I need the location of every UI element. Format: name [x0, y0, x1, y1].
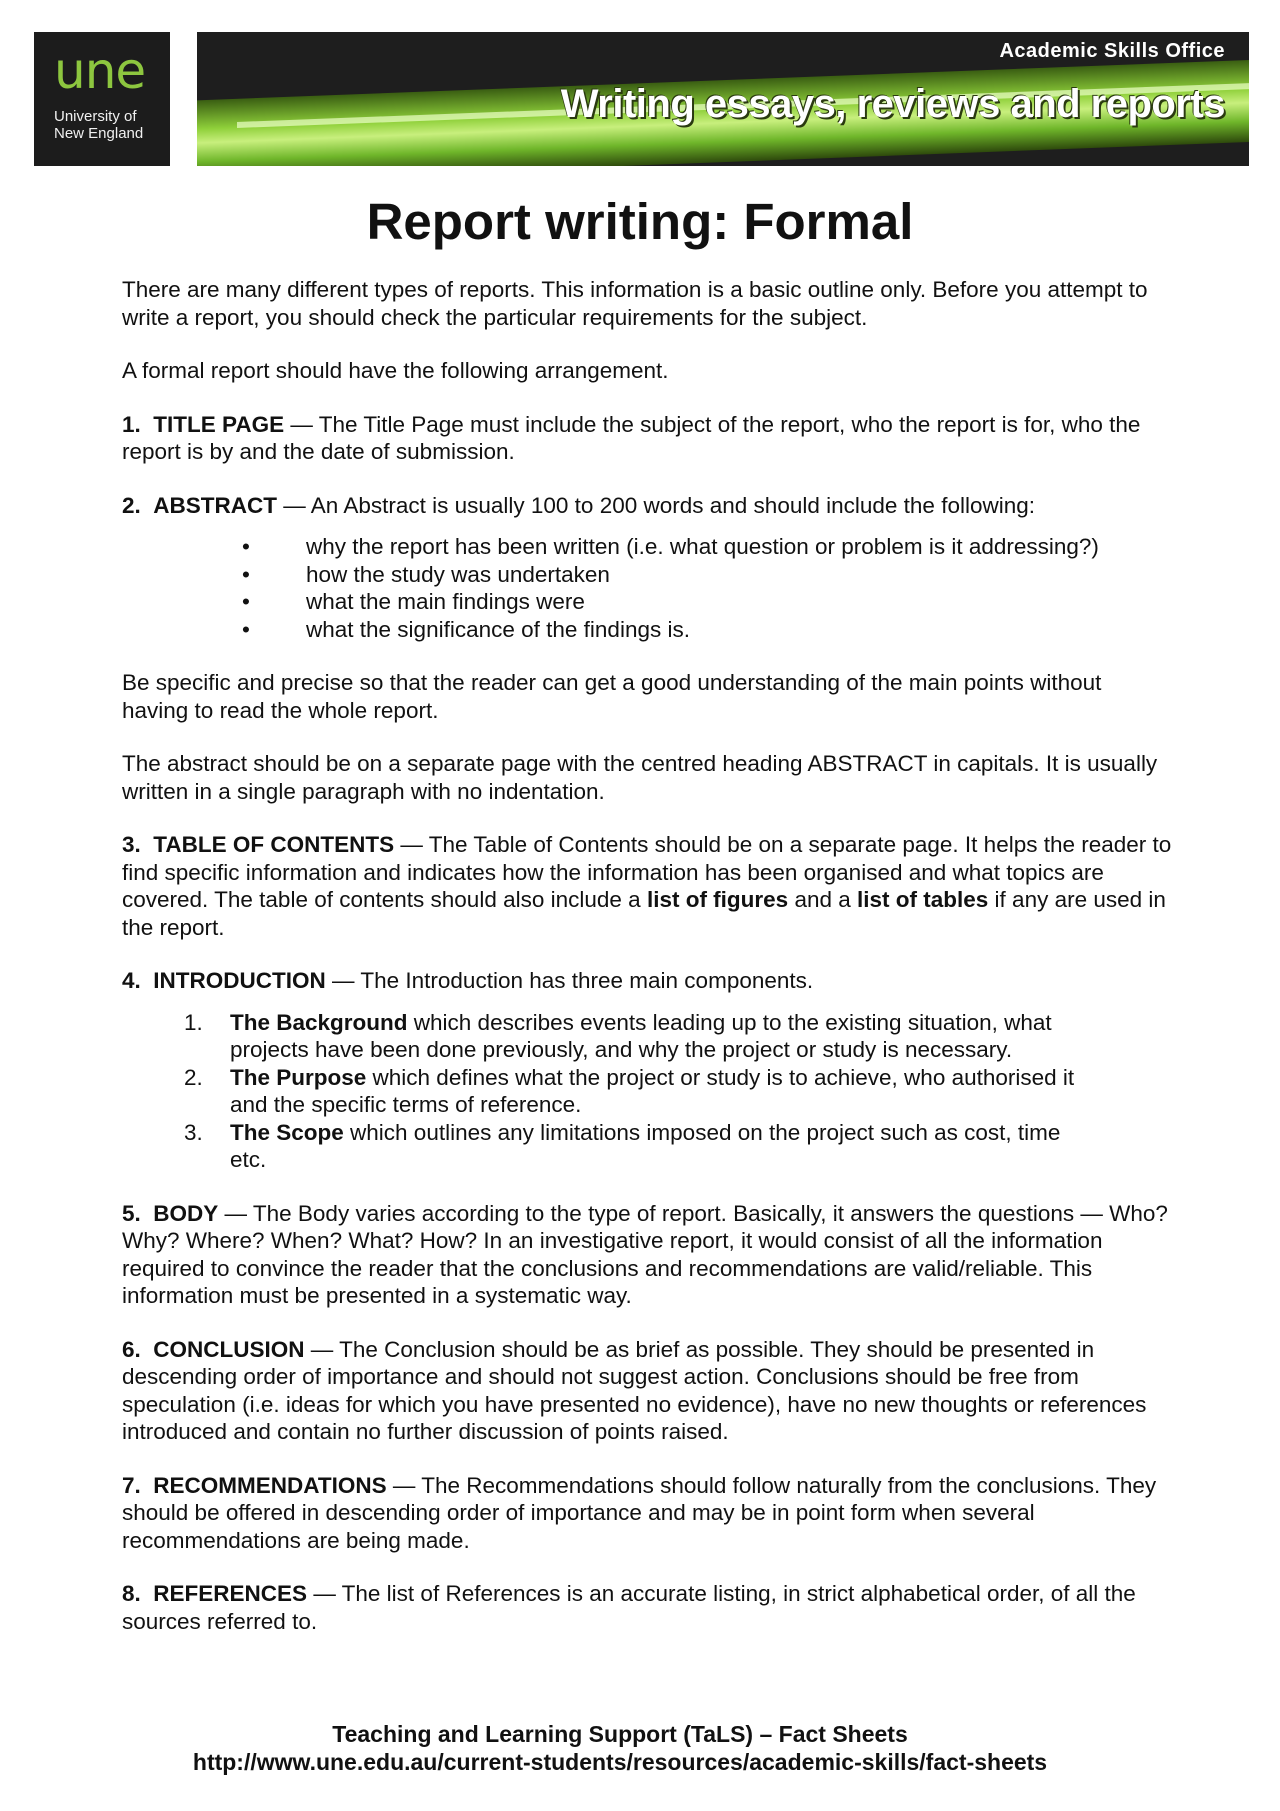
component-term: The Scope	[230, 1119, 344, 1145]
section-number: 3.	[122, 832, 141, 857]
bullet-icon: •	[242, 561, 250, 587]
section-text: and a	[788, 887, 858, 912]
introduction-components-list	[122, 1009, 1172, 1174]
page-footer	[0, 1720, 1240, 1776]
section-introduction	[122, 967, 1172, 995]
list-item-number: 3.	[184, 1119, 203, 1145]
list-item-number: 1.	[184, 1009, 203, 1035]
section-text: — The Introduction has three main components.	[325, 968, 814, 993]
banner-series-title: Writing essays, reviews and reports	[560, 82, 1225, 126]
component-term: The Background	[230, 1009, 408, 1035]
section-number: 8.	[122, 1581, 141, 1606]
une-logo	[34, 32, 170, 166]
section-number: 5.	[122, 1200, 141, 1226]
section-text: — The Recommendations should follow naturally from the conclusions. They should be offered in descending order of importance and may be in point form when several recommendations are being made.	[122, 1472, 1157, 1553]
section-references	[122, 1580, 1172, 1635]
abstract-format-paragraph: The abstract should be on a separate page with the centred heading ABSTRACT in capitals. It is usually written in a single paragraph with no indentation.	[122, 751, 1158, 804]
section-text: — The Conclusion should be as brief as possible. They should be presented in descending order of importance and should not suggest action. Conclusions should be free from speculation (i.e. ideas for which you have presented no evidence), have no new thoughts or references introduced and contain no further discussion of points raised.	[122, 1336, 1147, 1444]
section-number: 6.	[122, 1336, 141, 1362]
section-number: 7.	[122, 1472, 141, 1498]
une-logo-mark: une	[54, 42, 146, 100]
list-of-tables-term: list of tables	[857, 887, 989, 912]
list-item	[122, 616, 1172, 644]
list-of-figures-term: list of figures	[646, 887, 789, 912]
section-text: — The Body varies according to the type of report. Basically, it answers the questions — Who? Why? Where? When? What? How? In an investigative report, it would consist of all the information required to convince the reader that the conclusions and recommendations are valid/reliable. This information must be presented in a systematic way.	[122, 1200, 1168, 1308]
page-title: Report writing: Formal	[366, 193, 914, 250]
list-item	[122, 561, 1172, 589]
list-item	[122, 1064, 1090, 1119]
section-heading: TABLE OF CONTENTS	[153, 832, 395, 857]
section-text: — The list of References is an accurate listing, in strict alphabetical order, of all the sources referred to.	[122, 1581, 1136, 1634]
section-heading: CONCLUSION	[153, 1336, 305, 1362]
bullet-icon: •	[242, 534, 250, 559]
abstract-bullet-list	[122, 533, 1172, 643]
section-number: 2.	[122, 492, 141, 518]
logo-university-line: University of	[54, 108, 137, 125]
section-number: 4.	[122, 968, 141, 993]
section-number: 1.	[122, 411, 141, 437]
logo-new-england-line: New England	[54, 125, 144, 142]
list-item-text: why the report has been written (i.e. what question or problem is it addressing?)	[306, 534, 1099, 559]
list-item-text: what the main findings were	[306, 589, 585, 614]
list-item-text: what the significance of the findings is.	[306, 616, 690, 642]
section-heading: BODY	[153, 1200, 219, 1226]
section-text: if any are used in the report.	[122, 887, 1166, 940]
list-item	[122, 1009, 1090, 1064]
component-term: The Purpose	[230, 1064, 367, 1090]
footer-url: http://www.une.edu.au/current-students/resources/academic-skills/fact-sheets	[192, 1749, 1048, 1775]
banner-office-label: Academic Skills Office	[999, 40, 1225, 62]
footer-series-title: Teaching and Learning Support (TaLS) – Fact Sheets	[332, 1721, 908, 1747]
list-item	[122, 588, 1172, 616]
bullet-icon: •	[242, 616, 250, 642]
component-text: which describes events leading up to the existing situation, what projects have been done previously, and why the project or study is necessary.	[230, 1009, 1052, 1062]
section-table-of-contents	[122, 831, 1172, 941]
section-heading: RECOMMENDATIONS	[153, 1472, 387, 1498]
component-text: which outlines any limitations imposed on the project such as cost, time etc.	[230, 1119, 1061, 1172]
abstract-precision-paragraph: Be specific and precise so that the reader can get a good understanding of the main points without having to read the whole report.	[122, 670, 1102, 723]
section-title-page	[122, 411, 1172, 466]
section-heading: ABSTRACT	[153, 492, 278, 518]
section-body	[122, 1200, 1172, 1310]
document-body	[122, 276, 1172, 1661]
section-text: — An Abstract is usually 100 to 200 words and should include the following:	[277, 492, 1035, 518]
section-conclusion	[122, 1336, 1172, 1446]
section-heading: TITLE PAGE	[153, 411, 285, 437]
section-abstract	[122, 492, 1172, 520]
bullet-icon: •	[242, 589, 250, 614]
component-text: which defines what the project or study is to achieve, who authorised it and the specific terms of reference.	[230, 1064, 1075, 1117]
list-item	[122, 533, 1172, 561]
intro-paragraph: There are many different types of reports. This information is a basic outline only. Before you attempt to write a report, you should check the particular requirements for the subject.	[122, 277, 1148, 330]
section-text: — The Title Page must include the subject of the report, who the report is for, who the report is by and the date of submission.	[122, 411, 1141, 464]
header-banner	[197, 32, 1249, 166]
list-item-number: 2.	[184, 1064, 203, 1090]
section-recommendations	[122, 1472, 1172, 1555]
list-item-text: how the study was undertaken	[306, 561, 610, 587]
arrangement-paragraph: A formal report should have the following arrangement.	[122, 358, 669, 383]
list-item	[122, 1119, 1090, 1174]
section-heading: REFERENCES	[153, 1581, 308, 1606]
section-heading: INTRODUCTION	[153, 968, 326, 993]
section-text: — The Table of Contents should be on a separate page. It helps the reader to find specific information and indicates how the information has been organised and what topics are covered. The table of contents should also include a	[122, 832, 1172, 912]
